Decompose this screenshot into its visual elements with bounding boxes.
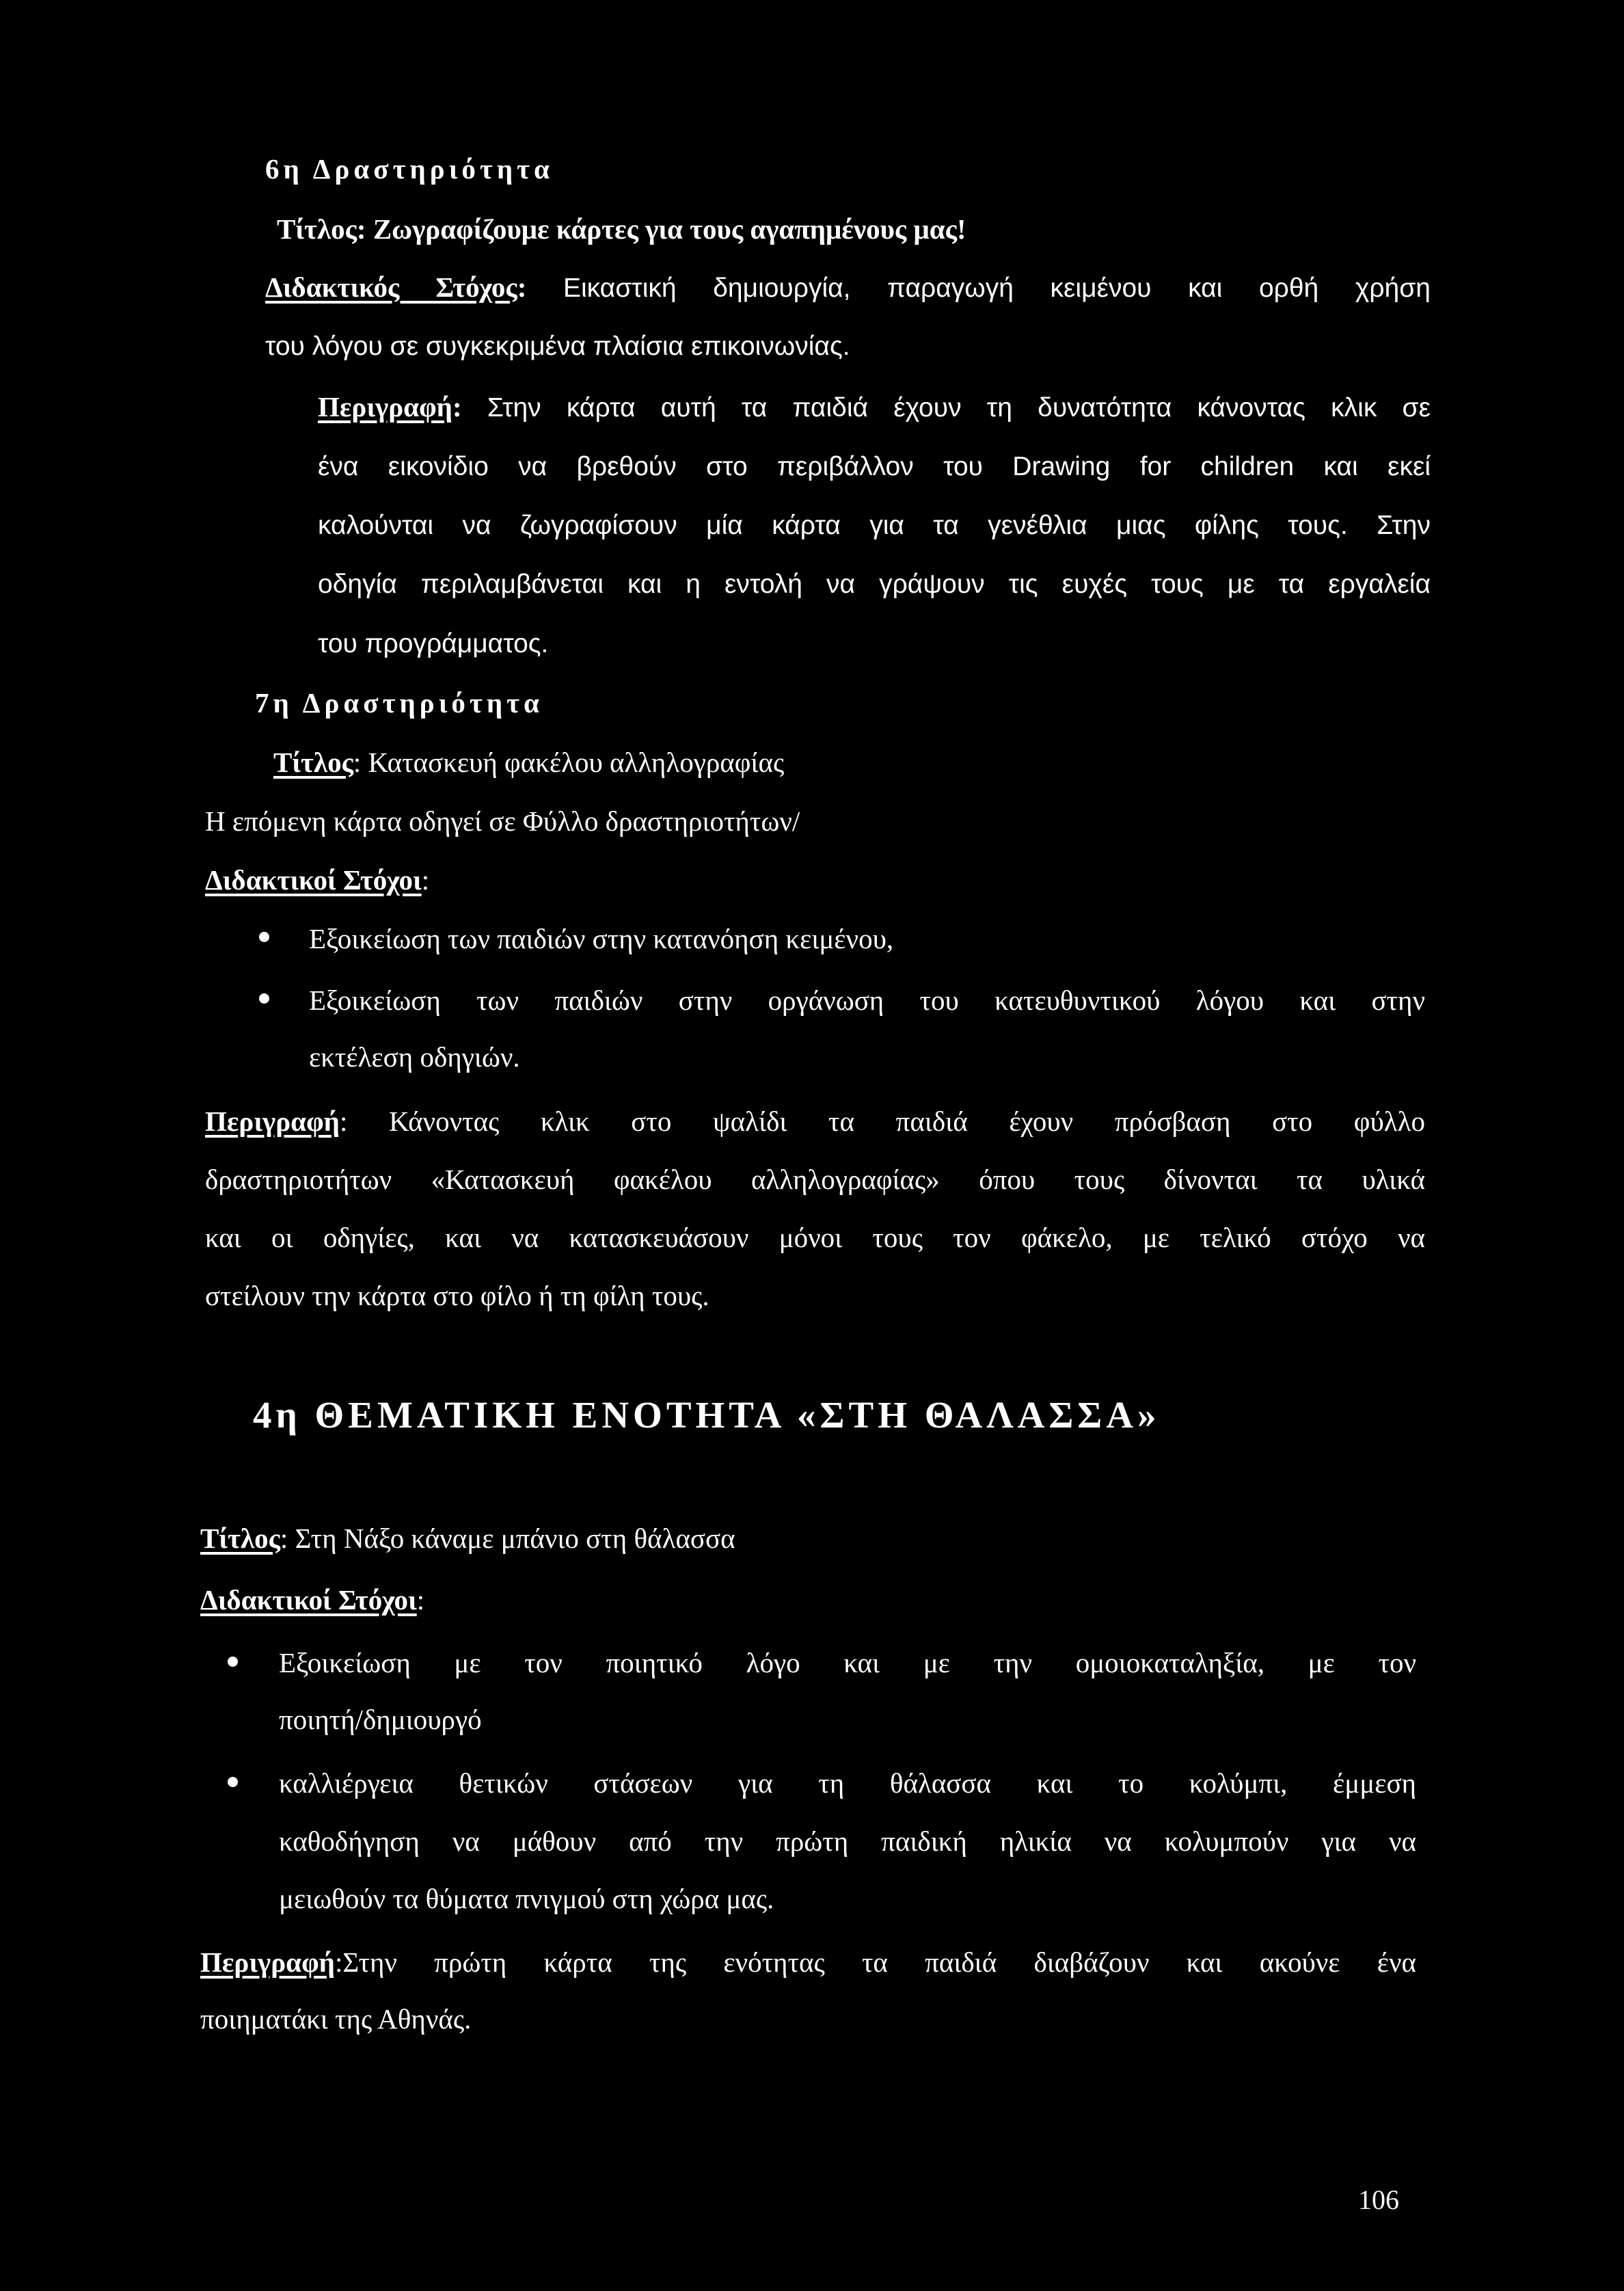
activity6-goal-line2: του λόγου σε συγκεκριμένα πλαίσια επικοινωνίας. bbox=[265, 332, 850, 361]
activity7-goal2-line2: εκτέλεση οδηγιών. bbox=[309, 1041, 520, 1073]
bullet-icon bbox=[259, 932, 269, 942]
activity7-title-text: Κατασκευή φακέλου αλληλογραφίας bbox=[368, 747, 785, 778]
activity7-title-label: Τίτλος bbox=[273, 747, 353, 778]
unit4-goal1-line2: ποιητή/δημιουργό bbox=[279, 1704, 482, 1735]
activity7-goals-heading bbox=[205, 863, 429, 897]
activity6-title-label: Τίτλος: bbox=[277, 213, 366, 245]
activity7-goal1: Εξοικείωση των παιδιών στην κατανόηση κειμένου, bbox=[309, 923, 894, 954]
unit4-goals-label: Διδακτικοί Στόχοι bbox=[200, 1584, 417, 1616]
unit4-title-sep: : bbox=[280, 1523, 288, 1554]
activity6-desc-line3: καλούνται να ζωγραφίσουν μία κάρτα για τα γενέθλια μιας φίλης τους. Στην bbox=[318, 511, 1431, 540]
activity7-title-sep: : bbox=[353, 747, 362, 778]
activity6-title-text: Ζωγραφίζουμε κάρτες για τους αγαπημένους μας! bbox=[373, 213, 966, 245]
activity7-intro: Η επόμενη κάρτα οδηγεί σε Φύλλο δραστηριοτήτων/ bbox=[205, 805, 800, 837]
activity6-heading: 6η Δραστηριότητα bbox=[265, 153, 554, 185]
unit4-desc-line1 bbox=[200, 1945, 1416, 1979]
page-number: 106 bbox=[1358, 2184, 1399, 2215]
unit4-title-label: Τίτλος bbox=[200, 1523, 280, 1554]
activity7-desc-line3: και οι οδηγίες, και να κατασκευάσουν μόνοι τους τον φάκελο, με τελικό στόχο να bbox=[205, 1222, 1425, 1253]
unit4-desc-line2: ποιηματάκι της Αθηνάς. bbox=[200, 2003, 472, 2035]
activity7-desc-line4: στείλουν την κάρτα στο φίλο ή τη φίλη τους. bbox=[205, 1280, 709, 1311]
unit4-goal2-line1: καλλιέργεια θετικών στάσεων για τη θάλασσα και το κολύμπι, έμμεση bbox=[279, 1767, 1416, 1799]
activity7-desc-sep: : bbox=[339, 1106, 348, 1137]
unit4-goal1-line1: Εξοικείωση με τον ποιητικό λόγο και με την ομοιοκαταληξία, με τον bbox=[279, 1647, 1416, 1678]
activity7-goals-sep: : bbox=[421, 864, 430, 896]
activity6-title bbox=[277, 212, 966, 246]
unit4-title bbox=[200, 1521, 735, 1555]
activity6-goal-line1 bbox=[265, 270, 1431, 306]
activity6-desc-line4: οδηγία περιλαμβάνεται και η εντολή να γράψουν τις ευχές τους με τα εργαλεία bbox=[318, 570, 1431, 599]
unit4-section-title: 4η ΘΕΜΑΤΙΚΗ ΕΝΟΤΗΤΑ «ΣΤΗ ΘΑΛΑΣΣΑ» bbox=[253, 1394, 1161, 1436]
unit4-desc-text: Στην πρώτη κάρτα της ενότητας τα παιδιά διαβάζουν και ακούνε ένα bbox=[342, 1946, 1416, 1978]
unit4-desc-sep: : bbox=[334, 1946, 343, 1978]
unit4-goal2-line3: μειωθούν τα θύματα πνιγμού στη χώρα μας. bbox=[279, 1883, 774, 1914]
activity6-desc-sep: : bbox=[452, 391, 462, 423]
activity6-desc-label: Περιγραφή bbox=[318, 391, 452, 423]
activity7-desc-label: Περιγραφή bbox=[205, 1106, 340, 1137]
unit4-goals-heading bbox=[200, 1583, 424, 1617]
activity7-desc-line1 bbox=[205, 1104, 1425, 1138]
activity7-goals-label: Διδακτικοί Στόχοι bbox=[205, 864, 422, 896]
activity6-goal-label: Διδακτικός Στόχος bbox=[265, 271, 517, 303]
activity6-goal-sep: : bbox=[517, 271, 527, 303]
activity6-goal-text: Εικαστική δημιουργία, παραγωγή κειμένου και ορθή χρήση bbox=[563, 273, 1431, 303]
unit4-desc-label: Περιγραφή bbox=[200, 1946, 335, 1978]
activity6-desc-text: Στην κάρτα αυτή τα παιδιά έχουν τη δυνατότητα κάνοντας κλικ σε bbox=[487, 393, 1431, 423]
activity7-desc-text: Κάνοντας κλικ στο ψαλίδι τα παιδιά έχουν πρόσβαση στο φύλλο bbox=[388, 1106, 1425, 1137]
activity7-title bbox=[273, 745, 784, 779]
unit4-goals-sep: : bbox=[416, 1584, 425, 1616]
bullet-icon bbox=[259, 993, 269, 1004]
activity7-goal2-line1: Εξοικείωση των παιδιών στην οργάνωση του κατευθυντικού λόγου και στην bbox=[309, 984, 1425, 1016]
bullet-icon bbox=[228, 1777, 238, 1787]
bullet-icon bbox=[228, 1657, 238, 1667]
activity6-desc-line5: του προγράμματος. bbox=[318, 629, 549, 658]
activity7-heading: 7η Δραστηριότητα bbox=[255, 687, 543, 719]
unit4-goal2-line2: καθοδήγηση να μάθουν από την πρώτη παιδική ηλικία να κολυμπούν για να bbox=[279, 1825, 1416, 1857]
activity7-desc-line2: δραστηριοτήτων «Κατασκευή φακέλου αλληλογραφίας» όπου τους δίνονται τα υλικά bbox=[205, 1164, 1425, 1195]
activity6-desc-line1 bbox=[318, 390, 1431, 425]
activity6-desc-line2: ένα εικονίδιο να βρεθούν στο περιβάλλον του Drawing for children και εκεί bbox=[318, 452, 1431, 481]
unit4-title-text: Στη Νάξο κάναμε μπάνιο στη θάλασσα bbox=[295, 1523, 735, 1554]
